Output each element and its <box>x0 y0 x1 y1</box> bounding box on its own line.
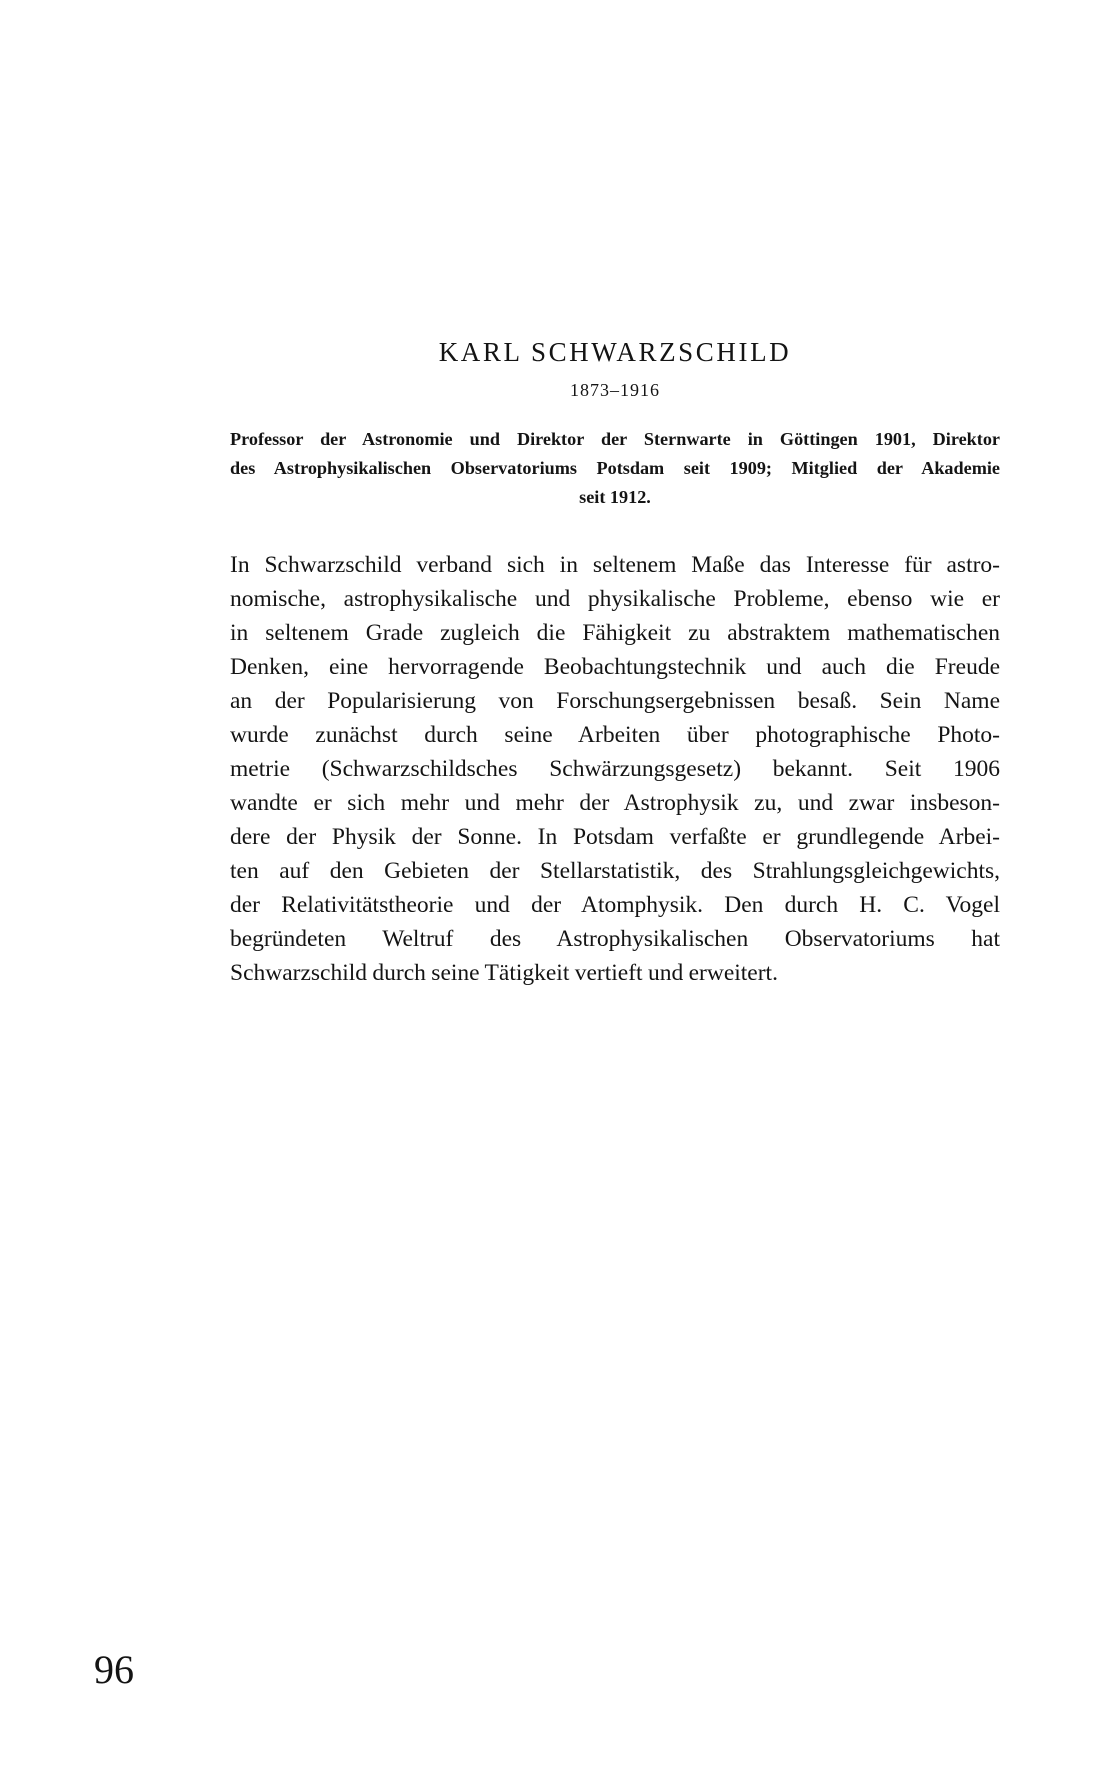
summary-line: des Astrophysikalischen Observatoriums Potsdam seit 1909; Mitglied der Akademie <box>230 458 1000 478</box>
summary-line: Professor der Astronomie und Direktor der Sternwarte in Göttingen 1901, Direktor <box>230 429 1000 449</box>
body-line: begründeten Weltruf des Astrophysikalischen Observatoriums hat <box>230 926 1000 952</box>
body-line: Schwarzschild durch seine Tätigkeit vertieft und erweitert. <box>230 960 778 986</box>
body-line: der Relativitätstheorie und der Atomphysik. Den durch H. C. Vogel <box>230 892 1000 918</box>
body-line: dere der Physik der Sonne. In Potsdam verfaßte er grundlegende Arbei- <box>230 824 1000 850</box>
body-line: metrie (Schwarzschildsches Schwärzungsgesetz) bekannt. Seit 1906 <box>230 756 1000 782</box>
body-line: wandte er sich mehr und mehr der Astrophysik zu, und zwar insbeson- <box>230 790 1000 816</box>
body-line: nomische, astrophysikalische und physikalische Probleme, ebenso wie er <box>230 586 1000 612</box>
body-line: wurde zunächst durch seine Arbeiten über photographische Photo- <box>230 722 1000 748</box>
body-line: ten auf den Gebieten der Stellarstatistik, des Strahlungsgleichgewichts, <box>230 858 1000 884</box>
biographical-summary <box>230 425 1000 512</box>
body-line: in seltenem Grade zugleich die Fähigkeit zu abstraktem mathematischen <box>230 620 1000 646</box>
life-dates: 1873–1916 <box>570 380 660 400</box>
body-line: Denken, eine hervorragende Beobachtungstechnik und auch die Freude <box>230 654 1000 680</box>
body-line: an der Popularisierung von Forschungsergebnissen besaß. Sein Name <box>230 688 1000 714</box>
body-line: In Schwarzschild verband sich in seltenem Maße das Interesse für astro- <box>230 552 1000 578</box>
page-number: 96 <box>94 1647 134 1692</box>
page-title: KARL SCHWARZSCHILD <box>438 337 792 367</box>
body-paragraph <box>230 548 1000 990</box>
summary-line: seit 1912. <box>579 487 651 507</box>
